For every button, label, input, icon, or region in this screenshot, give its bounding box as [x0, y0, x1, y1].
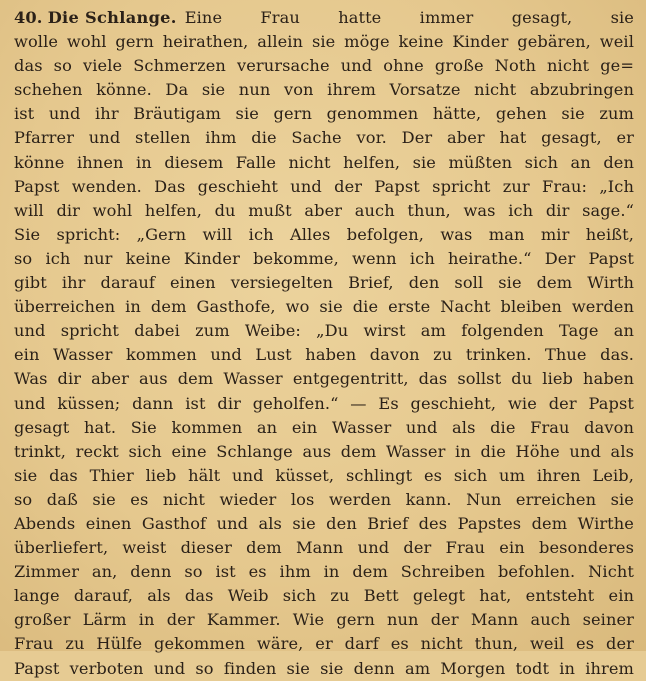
text-line: trinkt, reckt sich eine Schlange aus dem Wasser in die Höhe und als	[14, 441, 634, 461]
text-line: schehen könne. Da sie nun von ihrem Vorsatze nicht abzubringen	[14, 80, 634, 100]
text-line: Was dir aber aus dem Wasser entgegentritt, das sollst du lieb haben	[14, 369, 634, 389]
text-line: überliefert, weist dieser dem Mann und der Frau ein besonderes	[14, 538, 634, 558]
text-line: sie das Thier lieb hält und küsset, schlingt es sich um ihren Leib,	[14, 465, 634, 485]
text-line: so daß sie es nicht wieder los werden kann. Nun erreichen sie	[14, 489, 634, 509]
text-line: Sie spricht: „Gern will ich Alles befolgen, was man mir heißt,	[14, 224, 634, 244]
text-line: Abends einen Gasthof und als sie den Brief des Papstes dem Wirthe	[14, 513, 634, 533]
text-line: so ich nur keine Kinder bekomme, wenn ich heirathe.“ Der Papst	[14, 248, 634, 268]
text-line: das so viele Schmerzen verursache und ohne große Noth nicht ge=	[14, 56, 634, 76]
text-line: großer Lärm in der Kammer. Wie gern nun der Mann auch seiner	[14, 610, 634, 630]
first-line-text: Eine Frau hatte immer gesagt, sie	[184, 8, 634, 27]
text-line: gibt ihr darauf einen versiegelten Brief, den soll sie dem Wirth	[14, 273, 634, 293]
heading-title: Die Schlange.	[47, 8, 177, 27]
text-line: und küssen; dann ist dir geholfen.“ — Es geschieht, wie der Papst	[14, 393, 634, 413]
text-line: wolle wohl gern heirathen, allein sie möge keine Kinder gebären, weil	[14, 32, 634, 52]
text-line: lange darauf, als das Weib sich zu Bett gelegt hat, entsteht ein	[14, 586, 634, 606]
text-line: will dir wohl helfen, du mußt aber auch thun, was ich dir sage.“	[14, 200, 634, 220]
heading	[14, 6, 177, 30]
text-line: Papst wenden. Das geschieht und der Papst spricht zur Frau: „Ich	[14, 176, 634, 196]
text-line: ist und ihr Bräutigam sie gern genommen hätte, gehen sie zum	[14, 104, 634, 124]
text-line: Pfarrer und stellen ihm die Sache vor. Der aber hat gesagt, er	[14, 128, 634, 148]
text-line: gesagt hat. Sie kommen an ein Wasser und als die Frau davon	[14, 417, 634, 437]
heading-number: 40.	[14, 8, 43, 27]
text-line: und spricht dabei zum Weibe: „Du wirst am folgenden Tage an	[14, 321, 634, 341]
text-line: überreichen in dem Gasthofe, wo sie die erste Nacht bleiben werden	[14, 297, 634, 317]
text-line: Frau zu Hülfe gekommen wäre, er darf es nicht thun, weil es der	[14, 634, 634, 654]
text-line-1	[14, 6, 634, 30]
text-line: könne ihnen in diesem Falle nicht helfen, sie müßten sich an den	[14, 152, 634, 172]
text-line: Zimmer an, denn so ist es ihm in dem Schreiben befohlen. Nicht	[14, 562, 634, 582]
story-text	[14, 6, 634, 681]
text-line: Papst verboten und so finden sie sie denn am Morgen todt in ihrem	[14, 658, 634, 678]
text-line: ein Wasser kommen und Lust haben davon zu trinken. Thue das.	[14, 345, 634, 365]
